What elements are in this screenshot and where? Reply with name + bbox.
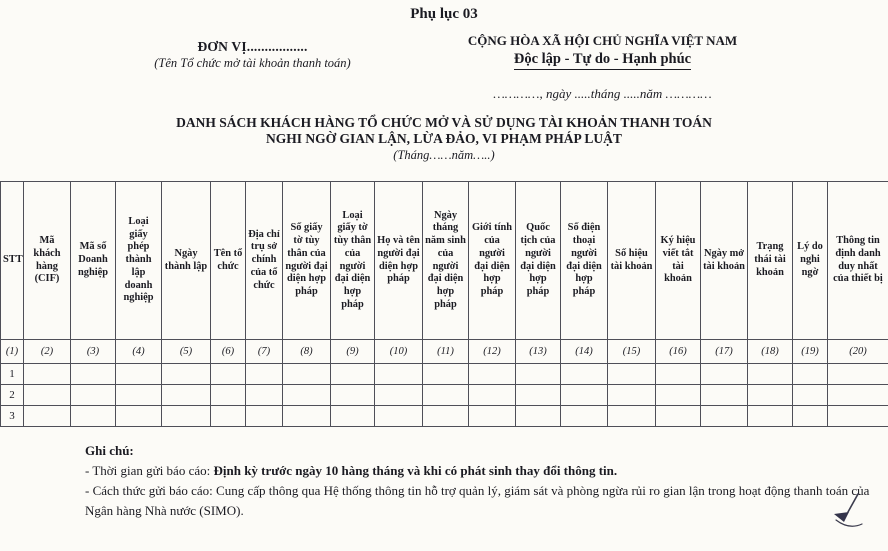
empty-data-cell [748, 385, 793, 406]
national-motto [455, 51, 750, 70]
table-header-row [1, 182, 888, 340]
empty-data-cell [423, 406, 469, 427]
empty-data-cell [828, 385, 888, 406]
notes-heading: Ghi chú: [85, 443, 134, 458]
col-number-9: (9) [331, 340, 375, 364]
empty-data-cell [516, 406, 561, 427]
unit-label: ĐƠN VỊ................. [197, 39, 308, 54]
col-header-4: Loại giấy phép thành lập doanh nghiệp [116, 182, 162, 340]
empty-data-cell [211, 364, 246, 385]
empty-data-cell [561, 364, 608, 385]
col-header-17: Ngày mở tài khoản [701, 182, 748, 340]
notes-section [85, 441, 877, 522]
report-title-line1: DANH SÁCH KHÁCH HÀNG TỔ CHỨC MỞ VÀ SỬ DỤNG TÀI KHOẢN THANH TOÁN [176, 115, 712, 130]
empty-data-cell [246, 385, 283, 406]
col-number-6: (6) [211, 340, 246, 364]
empty-data-cell [331, 364, 375, 385]
col-header-3: Mã số Doanh nghiệp [71, 182, 116, 340]
report-title-period: (Tháng……năm…..) [393, 147, 495, 162]
empty-data-cell [701, 385, 748, 406]
note-reporting-method: - Cách thức gửi báo cáo: Cung cấp thông qua Hệ thống thông tin hỗ trợ quản lý, giám sát và phòng ngừa rủi ro gian lận trong hoạt động thanh toán của Ngân hàng Nhà nước (SIMO). [85, 483, 870, 519]
col-header-9: Loại giấy tờ tùy thân của người đại diện hợp pháp [331, 182, 375, 340]
col-number-10: (10) [375, 340, 423, 364]
empty-data-cell [561, 385, 608, 406]
report-title-line2: NGHI NGỜ GIAN LẬN, LỪA ĐẢO, VI PHẠM PHÁP LUẬT [266, 130, 622, 146]
empty-data-cell [211, 406, 246, 427]
row-number-cell: 1 [1, 364, 24, 385]
report-title-block [0, 115, 888, 163]
col-header-6: Tên tổ chức [211, 182, 246, 340]
col-header-18: Trạng thái tài khoản [748, 182, 793, 340]
empty-data-cell [469, 364, 516, 385]
empty-data-cell [516, 364, 561, 385]
empty-data-cell [561, 406, 608, 427]
empty-data-cell [469, 385, 516, 406]
column-number-row [1, 340, 888, 364]
empty-data-cell [828, 364, 888, 385]
table-row [1, 406, 888, 427]
empty-data-cell [375, 385, 423, 406]
empty-data-cell [701, 406, 748, 427]
col-number-12: (12) [469, 340, 516, 364]
unit-header-block [110, 39, 395, 71]
table-row [1, 385, 888, 406]
empty-data-cell [116, 385, 162, 406]
empty-data-cell [246, 406, 283, 427]
empty-data-cell [748, 364, 793, 385]
col-header-10: Họ và tên người đại diện hợp pháp [375, 182, 423, 340]
empty-data-cell [608, 406, 656, 427]
empty-data-cell [828, 406, 888, 427]
note-time-prefix: - Thời gian gửi báo cáo: [85, 463, 214, 479]
empty-data-cell [608, 385, 656, 406]
empty-data-cell [748, 406, 793, 427]
row-number-cell: 3 [1, 406, 24, 427]
ink-scribble-mark [812, 483, 868, 539]
col-header-1: STT [1, 182, 24, 340]
empty-data-cell [162, 364, 211, 385]
col-header-19: Lý do nghi ngờ [793, 182, 828, 340]
col-number-18: (18) [748, 340, 793, 364]
empty-data-cell [423, 364, 469, 385]
empty-data-cell [608, 364, 656, 385]
empty-data-cell [211, 385, 246, 406]
empty-data-cell [793, 364, 828, 385]
empty-data-cell [375, 406, 423, 427]
col-header-8: Số giấy tờ tùy thân của người đại diện hợp pháp [283, 182, 331, 340]
col-number-1: (1) [1, 340, 24, 364]
empty-data-cell [656, 385, 701, 406]
note-time-bold: Định kỳ trước ngày 10 hàng tháng và khi có phát sinh thay đổi thông tin. [213, 463, 618, 479]
col-header-2: Mã khách hàng (CIF) [24, 182, 71, 340]
empty-data-cell [656, 364, 701, 385]
empty-data-cell [162, 385, 211, 406]
row-number-cell: 2 [1, 385, 24, 406]
empty-data-cell [516, 385, 561, 406]
empty-data-cell [331, 406, 375, 427]
col-number-17: (17) [701, 340, 748, 364]
report-table [0, 181, 888, 427]
col-number-14: (14) [561, 340, 608, 364]
empty-data-cell [656, 406, 701, 427]
empty-data-cell [116, 406, 162, 427]
empty-data-cell [469, 406, 516, 427]
national-header-block [455, 33, 750, 102]
empty-data-cell [423, 385, 469, 406]
col-header-20: Thông tin định danh duy nhất của thiết bị [828, 182, 888, 340]
col-number-7: (7) [246, 340, 283, 364]
empty-data-cell [375, 364, 423, 385]
empty-data-cell [283, 385, 331, 406]
col-header-11: Ngày tháng năm sinh của người đại diện hợp pháp [423, 182, 469, 340]
empty-data-cell [24, 385, 71, 406]
col-number-16: (16) [656, 340, 701, 364]
empty-data-cell [283, 364, 331, 385]
empty-data-cell [331, 385, 375, 406]
col-number-5: (5) [162, 340, 211, 364]
empty-data-cell [71, 364, 116, 385]
appendix-label: Phụ lục 03 [410, 6, 478, 22]
empty-data-cell [793, 406, 828, 427]
col-number-3: (3) [71, 340, 116, 364]
col-number-2: (2) [24, 340, 71, 364]
empty-data-cell [283, 406, 331, 427]
col-number-11: (11) [423, 340, 469, 364]
col-number-8: (8) [283, 340, 331, 364]
col-header-5: Ngày thành lập [162, 182, 211, 340]
empty-data-cell [162, 406, 211, 427]
col-header-16: Ký hiệu viết tắt tài khoản [656, 182, 701, 340]
col-number-20: (20) [828, 340, 888, 364]
empty-data-cell [24, 406, 71, 427]
empty-data-cell [246, 364, 283, 385]
col-header-14: Số điện thoại người đại diện hợp pháp [561, 182, 608, 340]
empty-data-cell [24, 364, 71, 385]
unit-sublabel: (Tên Tổ chức mở tài khoản thanh toán) [154, 56, 351, 70]
col-header-15: Số hiệu tài khoản [608, 182, 656, 340]
col-header-13: Quốc tịch của người đại diện hợp pháp [516, 182, 561, 340]
col-header-7: Địa chỉ trụ sở chính của tổ chức [246, 182, 283, 340]
col-number-13: (13) [516, 340, 561, 364]
empty-data-cell [71, 406, 116, 427]
empty-data-cell [116, 364, 162, 385]
empty-data-cell [71, 385, 116, 406]
date-line: …………, ngày .....tháng .....năm ………… [493, 86, 712, 101]
table-row [1, 364, 888, 385]
col-number-19: (19) [793, 340, 828, 364]
empty-data-cell [793, 385, 828, 406]
national-motto-text: Độc lập - Tự do - Hạnh phúc [514, 51, 691, 70]
empty-data-cell [701, 364, 748, 385]
note-reporting-time [85, 461, 877, 481]
republic-title: CỘNG HÒA XÃ HỘI CHỦ NGHĨA VIỆT NAM [467, 33, 738, 48]
col-header-12: Giới tính của người đại diện hợp pháp [469, 182, 516, 340]
col-number-15: (15) [608, 340, 656, 364]
col-number-4: (4) [116, 340, 162, 364]
